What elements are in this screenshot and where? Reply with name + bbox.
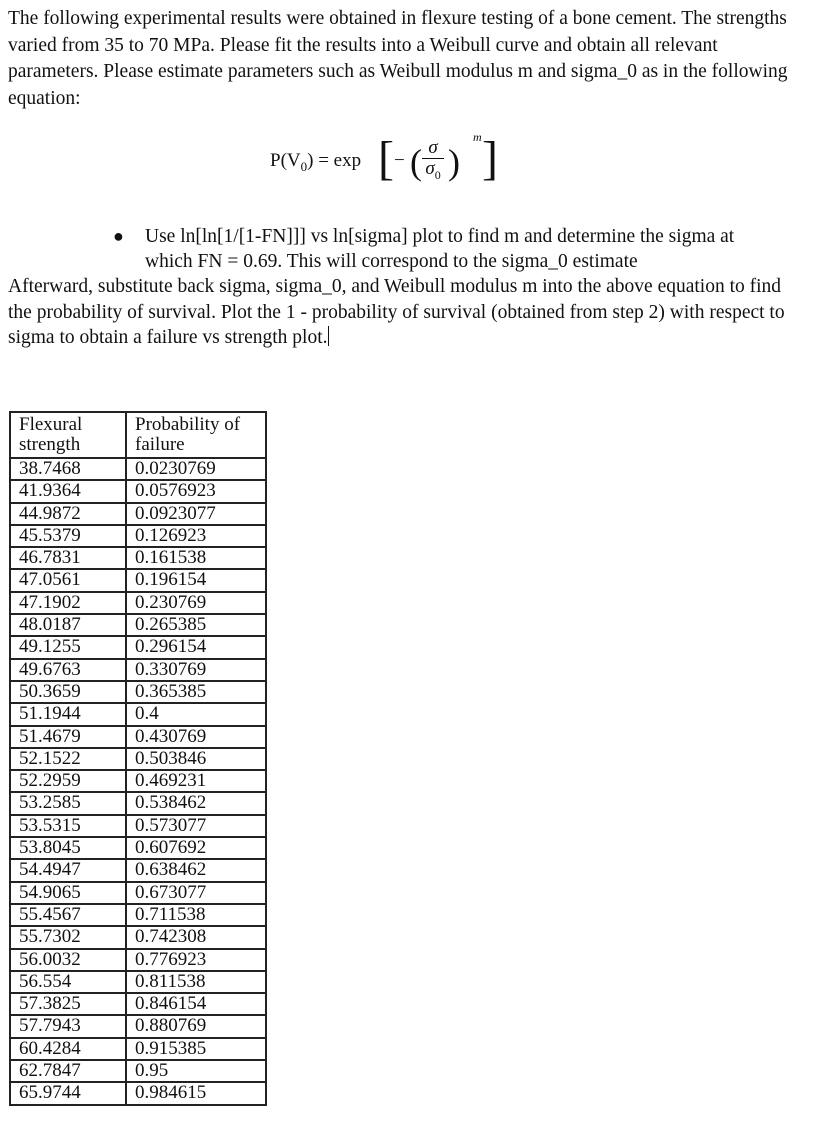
sigma-zero-symbol: σ xyxy=(425,158,435,179)
probability-of-failure-cell: 0.469231 xyxy=(126,770,266,792)
table-row xyxy=(10,949,266,971)
flexural-strength-cell: 52.1522 xyxy=(10,748,126,770)
probability-of-failure-cell: 0.846154 xyxy=(126,993,266,1015)
probability-of-failure-cell: 0.196154 xyxy=(126,569,266,591)
flexural-strength-cell: 55.4567 xyxy=(10,904,126,926)
flexural-strength-cell: 48.0187 xyxy=(10,614,126,636)
flexural-strength-cell: 54.4947 xyxy=(10,859,126,881)
table-row xyxy=(10,525,266,547)
equation-lhs xyxy=(270,150,361,175)
flexural-strength-cell: 54.9065 xyxy=(10,882,126,904)
probability-of-failure-cell: 0.0230769 xyxy=(126,458,266,480)
table-row xyxy=(10,659,266,681)
sigma-fraction xyxy=(422,138,444,185)
right-square-bracket: ] xyxy=(482,132,498,185)
header-probability-of-failure: Probability of failure xyxy=(126,412,266,458)
table-row xyxy=(10,458,266,480)
right-paren: ) xyxy=(448,142,460,182)
table-row xyxy=(10,569,266,591)
table-row xyxy=(10,971,266,993)
table-row xyxy=(10,904,266,926)
flexural-strength-cell: 57.3825 xyxy=(10,993,126,1015)
flexural-strength-cell: 44.9872 xyxy=(10,503,126,525)
probability-of-failure-cell: 0.638462 xyxy=(126,859,266,881)
table-row xyxy=(10,993,266,1015)
probability-of-failure-cell: 0.673077 xyxy=(126,882,266,904)
flexural-strength-cell: 51.1944 xyxy=(10,703,126,725)
left-square-bracket: [ xyxy=(378,132,394,185)
flexural-strength-cell: 51.4679 xyxy=(10,726,126,748)
intro-paragraph: The following experimental results were obtained in flexure testing of a bone cement. The strengths varied from 35 to 70 MPa. Please fit the results into a Weibull curve and obtain all relevant parameters. Please estimate parameters such as Weibull modulus m and sigma_0 as in the following equation: xyxy=(8,8,788,109)
table-row xyxy=(10,1082,266,1104)
table-row xyxy=(10,748,266,770)
probability-of-failure-cell: 0.126923 xyxy=(126,525,266,547)
flexural-strength-cell: 53.5315 xyxy=(10,815,126,837)
table-row xyxy=(10,726,266,748)
bullet-text: Use ln[ln[1/[1-FN]]] vs ln[sigma] plot to find m and determine the sigma at which FN = 0.69. This will correspond to the sigma_0 estimate xyxy=(145,226,735,272)
table-row xyxy=(10,636,266,658)
probability-of-failure-cell: 0.711538 xyxy=(126,904,266,926)
strength-probability-table xyxy=(9,411,267,1106)
table-row xyxy=(10,592,266,614)
flexural-strength-cell: 53.8045 xyxy=(10,837,126,859)
probability-of-failure-cell: 0.265385 xyxy=(126,614,266,636)
probability-of-failure-cell: 0.330769 xyxy=(126,659,266,681)
probability-of-failure-cell: 0.0576923 xyxy=(126,480,266,502)
equation-p-of-v: P(V xyxy=(270,150,301,171)
probability-of-failure-cell: 0.915385 xyxy=(126,1038,266,1060)
left-paren: ( xyxy=(410,142,422,182)
probability-of-failure-cell: 0.984615 xyxy=(126,1082,266,1104)
equation-exp: ) = exp xyxy=(307,150,362,171)
table-row xyxy=(10,480,266,502)
probability-of-failure-cell: 0.161538 xyxy=(126,547,266,569)
table-row xyxy=(10,1060,266,1082)
flexural-strength-cell: 41.9364 xyxy=(10,480,126,502)
table-row xyxy=(10,837,266,859)
table-row xyxy=(10,815,266,837)
flexural-strength-cell: 38.7468 xyxy=(10,458,126,480)
table-row xyxy=(10,926,266,948)
text-cursor xyxy=(328,326,329,346)
after-paragraph xyxy=(8,274,808,351)
flexural-strength-cell: 56.554 xyxy=(10,971,126,993)
flexural-strength-cell: 49.6763 xyxy=(10,659,126,681)
flexural-strength-cell: 46.7831 xyxy=(10,547,126,569)
probability-of-failure-cell: 0.95 xyxy=(126,1060,266,1082)
table-row xyxy=(10,792,266,814)
after-paragraph-text: Afterward, substitute back sigma, sigma_0, and Weibull modulus m into the above equation to find the probability of survival. Plot the 1 - probability of survival (obtained from step 2) with respect to sigma to obtain a failure vs strength plot. xyxy=(8,276,785,348)
probability-of-failure-cell: 0.538462 xyxy=(126,792,266,814)
flexural-strength-cell: 49.1255 xyxy=(10,636,126,658)
probability-of-failure-cell: 0.430769 xyxy=(126,726,266,748)
probability-of-failure-cell: 0.296154 xyxy=(126,636,266,658)
probability-of-failure-cell: 0.503846 xyxy=(126,748,266,770)
table-row xyxy=(10,1038,266,1060)
flexural-strength-cell: 62.7847 xyxy=(10,1060,126,1082)
table-body xyxy=(10,458,266,1105)
bullet-item xyxy=(8,224,808,274)
flexural-strength-cell: 57.7943 xyxy=(10,1015,126,1037)
equation-minus: − xyxy=(394,150,405,171)
header-flexural-strength: Flexural strength xyxy=(10,412,126,458)
probability-of-failure-cell: 0.230769 xyxy=(126,592,266,614)
flexural-strength-cell: 50.3659 xyxy=(10,681,126,703)
table-row xyxy=(10,703,266,725)
probability-of-failure-cell: 0.742308 xyxy=(126,926,266,948)
exponent-m: m xyxy=(473,130,482,144)
table-row xyxy=(10,614,266,636)
table-row xyxy=(10,503,266,525)
flexural-strength-cell: 55.7302 xyxy=(10,926,126,948)
bullet-dot-icon: ● xyxy=(113,226,124,246)
table-row xyxy=(10,681,266,703)
flexural-strength-cell: 53.2585 xyxy=(10,792,126,814)
fraction-numerator: σ xyxy=(428,137,438,158)
flexural-strength-cell: 45.5379 xyxy=(10,525,126,547)
probability-of-failure-cell: 0.607692 xyxy=(126,837,266,859)
flexural-strength-cell: 60.4284 xyxy=(10,1038,126,1060)
flexural-strength-cell: 47.1902 xyxy=(10,592,126,614)
table-row xyxy=(10,1015,266,1037)
probability-of-failure-cell: 0.776923 xyxy=(126,949,266,971)
table-header-row xyxy=(10,412,266,458)
probability-of-failure-cell: 0.880769 xyxy=(126,1015,266,1037)
probability-of-failure-cell: 0.573077 xyxy=(126,815,266,837)
table-row xyxy=(10,859,266,881)
probability-of-failure-cell: 0.0923077 xyxy=(126,503,266,525)
table-row xyxy=(10,770,266,792)
fraction-denominator xyxy=(422,159,444,185)
table-row xyxy=(10,882,266,904)
probability-of-failure-cell: 0.365385 xyxy=(126,681,266,703)
sigma-zero-subscript: 0 xyxy=(434,167,441,182)
weibull-equation xyxy=(270,132,530,194)
flexural-strength-cell: 56.0032 xyxy=(10,949,126,971)
table-row xyxy=(10,547,266,569)
equation-v-subscript: 0 xyxy=(300,158,308,174)
instructions-block xyxy=(8,224,808,351)
flexural-strength-cell: 52.2959 xyxy=(10,770,126,792)
probability-of-failure-cell: 0.811538 xyxy=(126,971,266,993)
flexural-strength-cell: 65.9744 xyxy=(10,1082,126,1104)
probability-of-failure-cell: 0.4 xyxy=(126,703,266,725)
flexural-strength-cell: 47.0561 xyxy=(10,569,126,591)
